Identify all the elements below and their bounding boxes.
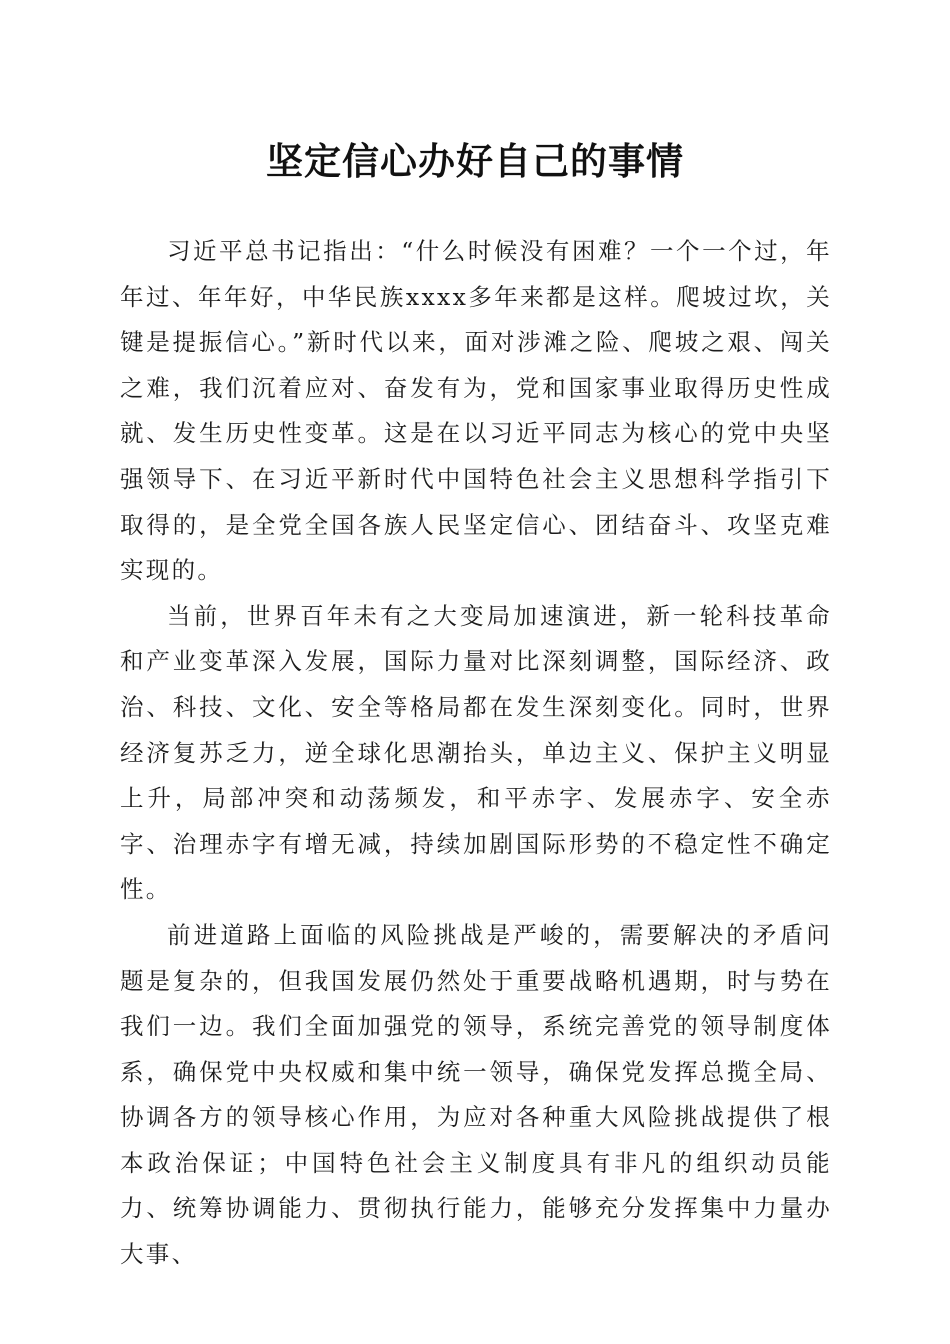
document-title: 坚定信心办好自己的事情 [266, 139, 684, 183]
document-body [120, 229, 832, 1278]
body-paragraph-1: 习近平总书记指出：“什么时候没有困难？一个一个过，年年过、年年好，中华民族xxxx多年来都是这样。爬坡过坎，关键是提振信心。”新时代以来，面对涉滩之险、爬坡之艰、闯关之难，我们沉着应对、奋发有为，党和国家事业取得历史性成就、发生历史性变革。这是在以习近平同志为核心的党中央坚强领导下、在习近平新时代中国特色社会主义思想科学指引下取得的，是全党全国各族人民坚定信心、团结奋斗、攻坚克难实现的。 [120, 237, 832, 585]
body-paragraph-2: 当前，世界百年未有之大变局加速演进，新一轮科技革命和产业变革深入发展，国际力量对比深刻调整，国际经济、政治、科技、文化、安全等格局都在发生深刻变化。同时，世界经济复苏乏力，逆全球化思潮抬头，单边主义、保护主义明显上升，局部冲突和动荡频发，和平赤字、发展赤字、安全赤字、治理赤字有增无减，持续加剧国际形势的不稳定性不确定性。 [120, 601, 832, 904]
body-paragraph-3: 前进道路上面临的风险挑战是严峻的，需要解决的矛盾问题是复杂的，但我国发展仍然处于重要战略机遇期，时与势在我们一边。我们全面加强党的领导，系统完善党的领导制度体系，确保党中央权威和集中统一领导，确保党发挥总揽全局、协调各方的领导核心作用，为应对各种重大风险挑战提供了根本政治保证；中国特色社会主义制度具有非凡的组织动员能力、统筹协调能力、贯彻执行能力，能够充分发挥集中力量办大事、 [120, 920, 832, 1269]
